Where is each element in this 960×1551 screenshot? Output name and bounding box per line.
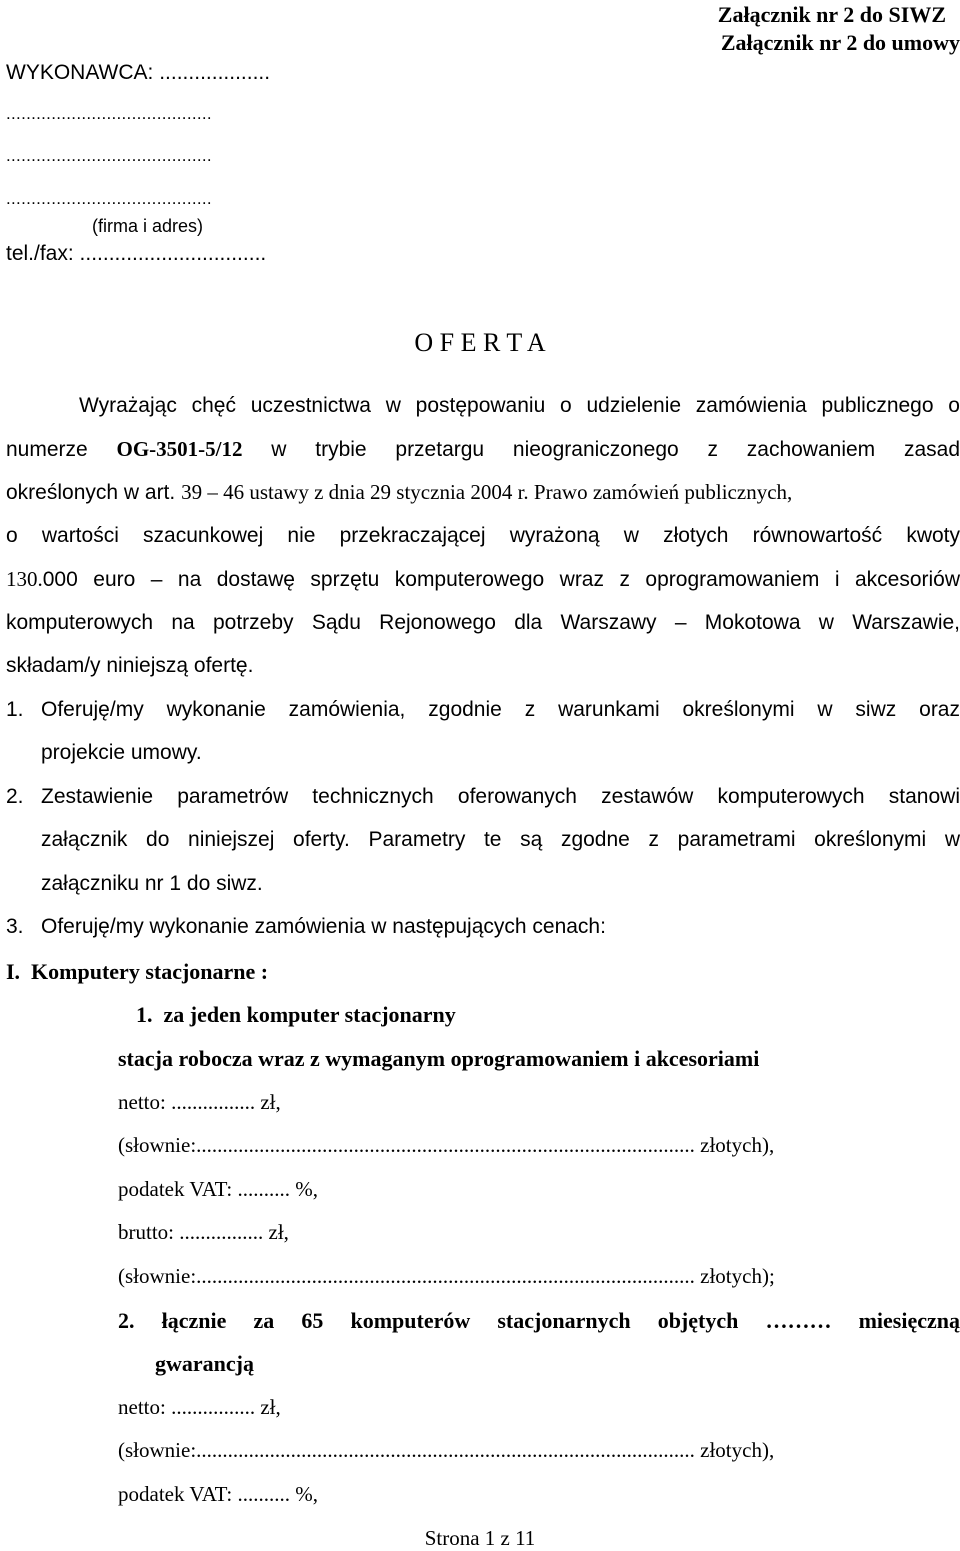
item-2-slownie-field: (słownie:............................................................................................... złotych), (118, 1438, 775, 1462)
point-2-line-1: Zestawienie parametrów technicznych oferowanych zestawów komputerowych stanowi (41, 785, 960, 808)
item-2-line-1: 2. łącznie za 65 komputerów stacjonarnych objętych ……… miesięczną (118, 1308, 960, 1333)
point-1-line-2: projekcie umowy. (41, 741, 202, 764)
intro-line-3: określonych w art. 39 – 46 ustawy z dnia 29 stycznia 2004 r. Prawo zamówień publicznych, (6, 480, 793, 504)
point-2-line-3: załączniku nr 1 do siwz. (41, 872, 263, 895)
item-1-slownie-brutto-field: (słownie:............................................................................................... złotych); (118, 1264, 775, 1288)
contractor-caption: (firma i adres) (92, 216, 204, 236)
tender-reference: OG-3501-5/12 (116, 437, 243, 461)
contractor-label: WYKONAWCA: ................... (6, 61, 271, 84)
intro-line-2: numerze OG-3501-5/12 w trybie przetargu nieograniczonego z zachowaniem zasad (6, 437, 960, 461)
annex-siwz-label: Załącznik nr 2 do SIWZ (717, 2, 946, 27)
page-title: O F E R T A (414, 328, 546, 357)
intro-line-5: 130.000 euro – na dostawę sprzętu komputerowego wraz z oprogramowaniem i akcesoriów (6, 567, 960, 591)
contractor-dots-2: ......................................... (6, 146, 212, 165)
item-1-netto-field: netto: ................ zł, (118, 1090, 281, 1114)
intro-line-6: komputerowych na potrzeby Sądu Rejonowego dla Warszawy – Mokotowa w Warszawie, (6, 611, 960, 634)
intro-line-4: o wartości szacunkowej nie przekraczającej wyrażoną w złotych równowartość kwoty (6, 524, 960, 547)
item-1-vat-field: podatek VAT: .......... %, (118, 1177, 319, 1201)
item-2-netto-field: netto: ................ zł, (118, 1395, 281, 1419)
point-2-line-2: załącznik do niniejszej oferty. Parametry te są zgodne z parametrami określonymi w (41, 828, 960, 851)
point-2-number: 2. (6, 785, 24, 808)
item-1-slownie-field: (słownie:............................................................................................... złotych), (118, 1133, 775, 1157)
intro-line-1: Wyrażając chęć uczestnictwa w postępowaniu o udzielenie zamówienia publicznego o (79, 394, 960, 417)
tel-fax-field: tel./fax: ................................ (6, 242, 267, 265)
page-number: Strona 1 z 11 (424, 1526, 536, 1550)
item-1-subheading: stacja robocza wraz z wymaganym oprogramowaniem i akcesoriami (118, 1046, 760, 1071)
contractor-dots-3: ......................................... (6, 189, 212, 208)
item-1-heading: 1. za jeden komputer stacjonarny (136, 1002, 456, 1027)
contractor-dots-1: ......................................... (6, 104, 212, 123)
section-heading: I. Komputery stacjonarne : (6, 959, 269, 984)
point-1-number: 1. (6, 698, 24, 721)
point-3-line-1: Oferuję/my wykonanie zamówienia w następujących cenach: (41, 915, 606, 938)
annex-umowy-label: Załącznik nr 2 do umowy (720, 30, 960, 55)
item-2-line-2: gwarancją (155, 1351, 254, 1376)
item-1-brutto-field: brutto: ................ zł, (118, 1220, 289, 1244)
point-1-line-1: Oferuję/my wykonanie zamówienia, zgodnie z warunkami określonymi w siwz oraz (41, 698, 960, 721)
point-3-number: 3. (6, 915, 24, 938)
intro-line-7: składam/y niniejszą ofertę. (6, 654, 254, 677)
item-2-vat-field: podatek VAT: .......... %, (118, 1482, 319, 1506)
